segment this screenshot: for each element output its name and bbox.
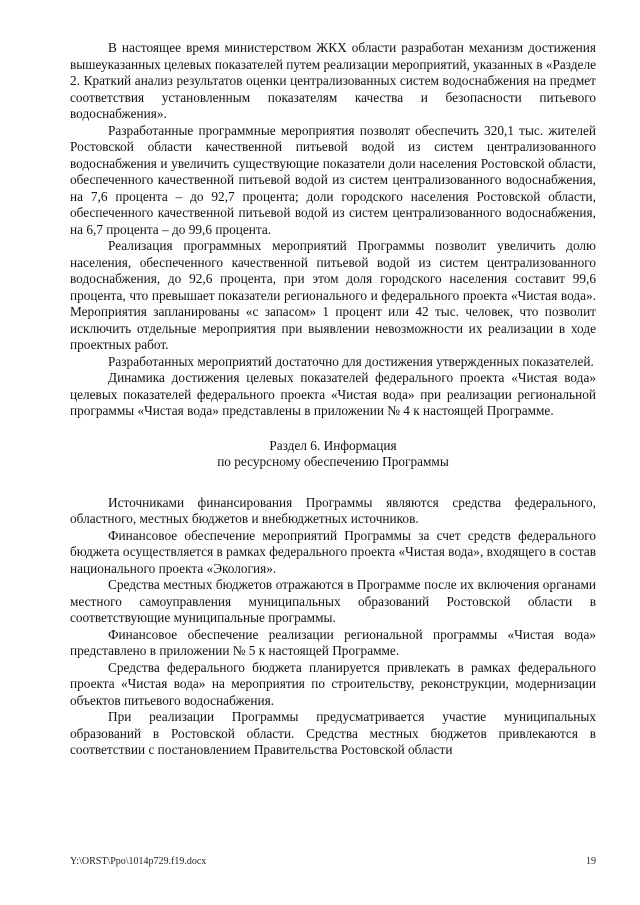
paragraph-mechanism: В настоящее время министерством ЖКХ области разработан механизм достижения вышеуказанных целевых показателей путем реализации мероприятий, указанных в «Разделе 2. Краткий анализ результатов оценки централизованных систем водоснабжения на предмет соответствия установленным показателям качества и безопасности питьевого водоснабжения». <box>70 40 596 121</box>
paragraph-federal-budget-use: Средства федерального бюджета планируется привлекать в рамках федерального проекта «Чистая вода» на мероприятия по строительству, реконструкции, модернизации объектов питьевого водоснабжения. <box>70 659 596 708</box>
paragraph-municipal-participation: При реализации Программы предусматривается участие муниципальных образований в Ростовской области. Средства местных бюджетов привлекаются в соответствии с постановлением Правительства Ростовской области <box>70 709 596 757</box>
document-page <box>70 40 596 759</box>
paragraph-funding-sources: Источниками финансирования Программы являются средства федерального, областного, местных бюджетов и внебюджетных источников. <box>70 494 596 526</box>
section-title-line2: по ресурсному обеспечению Программы <box>217 454 449 469</box>
section-title-line1: Раздел 6. Информация <box>269 437 397 453</box>
page-footer <box>70 856 596 868</box>
paragraph-implementation: Реализация программных мероприятий Программы позволит увеличить долю населения, обеспеченного качественной питьевой водой из систем централизованного водоснабжения, до 92,6 процента, при этом доля городского населения составит 99,6 процента, что превышает показатели регионального и федерального проекта «Чистая вода». Мероприятия запланированы «с запасом» 1 процент или 42 тыс. человек, что позволит исключить отдельные мероприятия при выявлении невозможности их реализации в ходе проектных работ. <box>70 238 596 352</box>
paragraph-sufficiency: Разработанных мероприятий достаточно для достижения утвержденных показателей. <box>108 353 594 369</box>
paragraph-local-budgets: Средства местных бюджетов отражаются в Программе после их включения органами местного самоуправления муниципальных образований Ростовской области в соответствующие муниципальные программы. <box>70 577 596 625</box>
paragraph-federal-funding: Финансовое обеспечение мероприятий Программы за счет средств федерального бюджета осуществляется в рамках федерального проекта «Чистая вода», входящего в состав национального проекта «Экология». <box>70 527 596 576</box>
footer-file-path: Y:\ORST\Ppo\1014p729.f19.docx <box>70 856 207 867</box>
section-heading <box>70 438 596 471</box>
footer-page-number: 19 <box>586 856 596 867</box>
paragraph-financial-support: Финансовое обеспечение реализации региональной программы «Чистая вода» представлено в приложении № 5 к настоящей Программе. <box>70 626 596 658</box>
paragraph-measures-effect: Разработанные программные мероприятия позволят обеспечить 320,1 тыс. жителей Ростовской области качественной питьевой водой из систем централизованного водоснабжения и увеличить существующие показатели доли населения Ростовской области, обеспеченного качественной питьевой водой из систем централизованного водоснабжения, на 7,6 процента – до 92,7 процента; доли городского населения Ростовской области, обеспеченного качественной питьевой водой из систем централизованного водоснабжения, на 6,7 процента – до 99,6 процента. <box>70 122 596 237</box>
paragraph-dynamics: Динамика достижения целевых показателей федерального проекта «Чистая вода» целевых показателей федерального проекта «Чистая вода» при реализации региональной программы «Чистая вода» представлены в приложении № 4 к настоящей Программе. <box>70 370 596 418</box>
